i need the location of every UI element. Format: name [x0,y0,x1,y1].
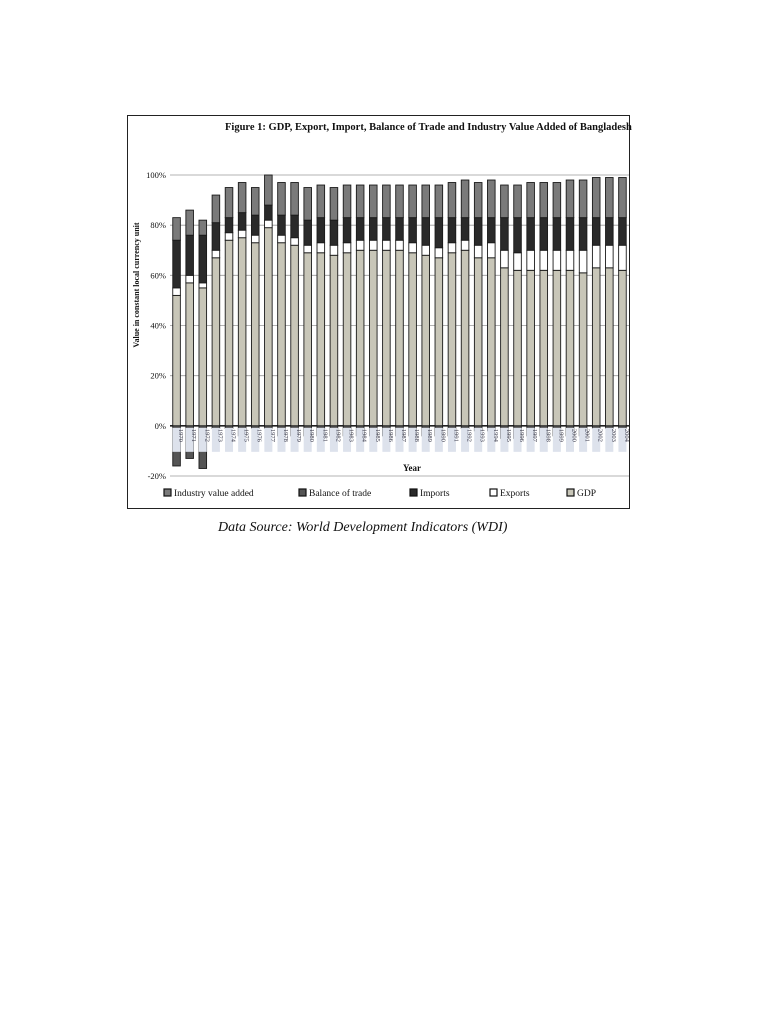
bar-gdp-1978 [278,243,286,426]
legend-label: Exports [500,489,530,499]
x-tick-label: 2000 [570,428,578,442]
bar-exports-1973 [212,250,220,258]
bar-imports-1979 [291,215,299,238]
x-tick-labels [173,428,630,452]
bar-exports-1985 [369,240,377,250]
bar-imports-1997 [527,218,535,251]
bar-gdp-1976 [251,243,259,426]
bar-industry-value-added-1973 [212,195,220,223]
bar-exports-1982 [330,245,338,255]
bar-industry-value-added-1982 [330,188,338,221]
bar-imports-1977 [265,205,273,220]
bar-exports-1970 [173,288,181,296]
bar-industry-value-added-1995 [501,185,509,218]
bar-industry-value-added-1996 [514,185,522,218]
bar-exports-2001 [579,250,587,273]
bar-imports-1975 [238,213,246,231]
x-tick-label: 1991 [452,428,460,442]
y-tick-label: -20% [147,471,166,481]
bar-imports-1978 [278,215,286,235]
bar-exports-1978 [278,235,286,243]
bar-exports-2003 [606,245,614,268]
bar-exports-1976 [251,235,259,243]
legend-label: GDP [577,489,597,499]
legend-swatch [299,489,306,496]
bar-gdp-1994 [487,258,495,426]
bar-industry-value-added-1975 [238,183,246,213]
bar-exports-1972 [199,283,207,288]
bar-gdp-1987 [396,250,404,426]
x-tick-label: 1990 [439,428,447,442]
x-tick-label: 1970 [177,428,185,442]
bar-exports-1980 [304,245,312,253]
bar-industry-value-added-2003 [606,178,614,218]
x-tick-label: 1984 [360,428,368,442]
y-tick-label: 80% [150,220,166,231]
bar-imports-1970 [173,240,181,288]
bar-imports-1999 [553,218,561,251]
bar-imports-1974 [225,218,233,233]
bar-industry-value-added-1985 [369,185,377,218]
bar-industry-value-added-1997 [527,183,535,218]
bar-industry-value-added-1999 [553,183,561,218]
x-tick-label: 2002 [596,428,604,442]
bar-gdp-1999 [553,270,561,426]
bar-imports-1971 [186,235,194,275]
bar-gdp-1992 [461,250,469,426]
bar-exports-2004 [619,245,627,270]
bar-exports-1990 [435,248,443,258]
x-tick-label: 1987 [400,428,407,442]
bar-imports-1988 [409,218,417,243]
bar-imports-1976 [251,215,259,235]
bar-exports-2002 [592,245,600,268]
bar-imports-2001 [579,218,587,251]
bar-gdp-1984 [356,250,364,426]
chart [127,115,630,509]
bar-exports-1997 [527,250,535,270]
bar-exports-1993 [474,245,482,258]
bar-gdp-2002 [592,268,600,426]
bar-imports-1981 [317,218,325,243]
bar-industry-value-added-2002 [592,178,600,218]
bar-exports-1999 [553,250,561,270]
x-tick-label: 1992 [465,428,473,442]
bar-gdp-1974 [225,240,233,426]
x-tick-label: 1982 [334,428,342,442]
x-tick-label: 1988 [413,428,421,442]
legend-swatch [567,489,574,496]
bar-gdp-1986 [383,250,391,426]
bar-industry-value-added-1972 [199,220,207,235]
bar-industry-value-added-1976 [251,188,259,216]
x-tick-label: 2004 [622,428,630,442]
x-tick-label: 2001 [583,428,591,442]
bar-gdp-1991 [448,253,456,426]
x-tick-label: 1980 [308,428,316,442]
bar-industry-value-added-1989 [422,185,430,218]
bar-industry-value-added-2004 [619,178,627,218]
x-tick-label: 2003 [609,428,617,442]
data-source-caption: Data Source: World Development Indicators (WDI) [218,520,508,535]
x-tick-label: 1989 [426,428,434,442]
x-tick-label: 1972 [203,428,211,442]
bar-imports-2000 [566,218,574,251]
bar-exports-1996 [514,253,522,271]
bar-gdp-1979 [291,245,299,426]
bar-industry-value-added-1994 [487,180,495,218]
y-tick-label: 100% [146,170,166,180]
x-tick-label: 1971 [190,428,198,442]
figure-title: Figure 1: GDP, Export, Import, Balance of Trade and Industry Value Added of Bangladesh [225,122,632,133]
x-tick-label: 1997 [531,428,539,442]
bar-industry-value-added-1981 [317,185,325,218]
x-tick-label: 1998 [544,428,552,442]
bar-exports-1989 [422,245,430,255]
bar-imports-1973 [212,223,220,251]
x-tick-label: 1999 [557,428,565,442]
bar-imports-1980 [304,220,312,245]
bar-exports-2000 [566,250,574,270]
bar-imports-1998 [540,218,548,251]
x-tick-label: 1981 [321,428,329,442]
bar-gdp-2003 [606,268,614,426]
bar-industry-value-added-1998 [540,183,548,218]
bar-exports-1979 [291,238,299,246]
bar-imports-1995 [501,218,509,251]
bar-gdp-1982 [330,255,338,426]
bar-imports-2004 [619,218,627,246]
bar-exports-1992 [461,240,469,250]
x-tick-label: 1985 [373,428,381,442]
bar-imports-1990 [435,218,443,248]
bar-gdp-1996 [514,270,522,426]
bar-industry-value-added-1979 [291,183,299,216]
bar-gdp-1975 [238,238,246,426]
legend-label: Balance of trade [309,489,372,499]
bar-exports-1983 [343,243,351,253]
bar-imports-2003 [606,218,614,246]
x-tick-label: 1994 [491,428,499,442]
bar-imports-1996 [514,218,522,253]
bar-gdp-1971 [186,283,194,426]
bar-industry-value-added-2001 [579,180,587,218]
bar-industry-value-added-1988 [409,185,417,218]
bar-imports-1993 [474,218,482,246]
bar-gdp-1973 [212,258,220,426]
bar-exports-1987 [396,240,404,250]
x-tick-label: 1986 [386,428,394,442]
bar-industry-value-added-1991 [448,183,456,218]
bar-gdp-2000 [566,270,574,426]
legend-swatch [164,489,171,496]
bar-industry-value-added-1970 [173,218,181,241]
y-tick-label: 60% [150,270,166,281]
x-tick-label: 1977 [268,428,276,442]
bar-imports-1985 [369,218,377,241]
x-tick-label: 1993 [478,428,486,442]
bar-industry-value-added-1980 [304,188,312,221]
x-tick-label: 1979 [295,428,303,442]
x-tick-label: 1983 [347,428,355,442]
y-axis-label: Value in constant local currency unit [132,222,141,348]
bar-industry-value-added-1974 [225,188,233,218]
bar-gdp-1995 [501,268,509,426]
bar-imports-1986 [383,218,391,241]
bar-exports-1977 [265,220,273,228]
bar-imports-2002 [592,218,600,246]
bar-industry-value-added-1971 [186,210,194,235]
y-tick-label: 40% [150,320,166,331]
bar-gdp-1983 [343,253,351,426]
y-tick-labels [146,170,166,481]
bar-imports-1984 [356,218,364,241]
bar-exports-1998 [540,250,548,270]
legend-label: Industry value added [174,489,254,499]
bar-imports-1972 [199,235,207,283]
y-tick-label: 20% [150,370,166,381]
x-tick-label: 1975 [242,428,250,442]
bar-imports-1983 [343,218,351,243]
bar-imports-1992 [461,218,469,241]
bar-gdp-1980 [304,253,312,426]
x-tick-label: 1996 [518,428,526,442]
bar-gdp-1993 [474,258,482,426]
bar-exports-1986 [383,240,391,250]
bar-imports-1987 [396,218,404,241]
bar-imports-1994 [487,218,495,243]
bar-exports-1981 [317,243,325,253]
bar-gdp-1972 [199,288,207,426]
bar-industry-value-added-1987 [396,185,404,218]
bar-gdp-1977 [265,228,273,426]
legend-swatch [490,489,497,496]
bar-exports-1988 [409,243,417,253]
legend-label: Imports [420,489,450,499]
bar-exports-1984 [356,240,364,250]
bar-industry-value-added-1978 [278,183,286,216]
y-tick-label: 0% [154,420,166,431]
bar-gdp-1970 [173,295,181,425]
x-tick-label: 1976 [255,428,263,442]
bar-exports-1994 [487,243,495,258]
bar-gdp-1997 [527,270,535,426]
x-tick-label: 1978 [281,428,289,442]
bar-gdp-1988 [409,253,417,426]
bar-gdp-2001 [579,273,587,426]
bar-exports-1971 [186,275,194,283]
x-tick-label: 1974 [229,428,237,442]
bar-imports-1991 [448,218,456,243]
bar-industry-value-added-1992 [461,180,469,218]
bar-industry-value-added-1990 [435,185,443,218]
legend [164,488,596,499]
bars [173,175,626,468]
bar-imports-1982 [330,220,338,245]
bar-gdp-1985 [369,250,377,426]
bar-gdp-2004 [619,270,627,426]
bar-exports-1975 [238,230,246,238]
bar-gdp-1989 [422,255,430,426]
x-tick-label: 1973 [216,428,224,442]
bar-gdp-1981 [317,253,325,426]
bar-industry-value-added-1983 [343,185,351,218]
legend-swatch [410,489,417,496]
bar-imports-1989 [422,218,430,246]
bar-industry-value-added-1984 [356,185,364,218]
x-tick-label: 1995 [504,428,512,442]
bar-exports-1991 [448,243,456,253]
bar-industry-value-added-1993 [474,183,482,218]
bar-industry-value-added-1986 [383,185,391,218]
bar-industry-value-added-1977 [265,175,273,205]
bar-gdp-1998 [540,270,548,426]
bar-exports-1995 [501,250,509,268]
bar-exports-1974 [225,233,233,241]
bar-gdp-1990 [435,258,443,426]
x-axis-label: Year [403,463,421,473]
bar-industry-value-added-2000 [566,180,574,218]
